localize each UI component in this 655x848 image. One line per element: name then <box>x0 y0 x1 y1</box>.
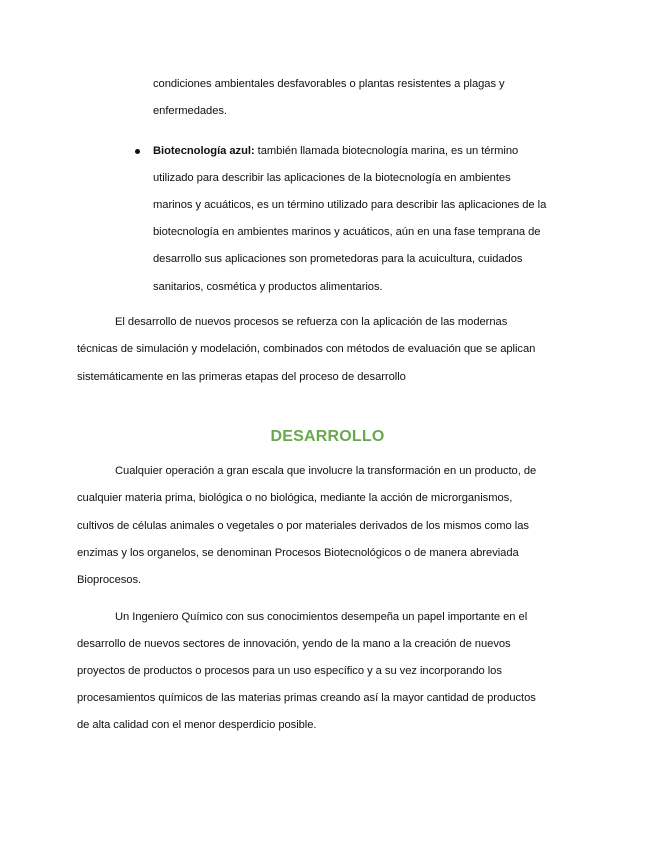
bullet-blue-line-3: marinos y acuáticos, es un término utilizado para describir las aplicaciones de la <box>153 199 547 211</box>
paragraph-1-line-1: El desarrollo de nuevos procesos se refuerza con la aplicación de las modernas <box>115 316 508 328</box>
paragraph-3-line-1: Un Ingeniero Químico con sus conocimientos desempeña un papel importante en el <box>115 611 528 623</box>
paragraph-2-line-5: Bioprocesos. <box>77 574 142 586</box>
paragraph-2-line-1: Cualquier operación a gran escala que involucre la transformación en un producto, de <box>115 465 537 477</box>
paragraph-3-line-5: de alta calidad con el menor desperdicio posible. <box>77 719 317 731</box>
bullet-blue-line-4: biotecnología en ambientes marinos y acuáticos, aún en una fase temprana de <box>153 226 541 238</box>
bullet-blue-line-6: sanitarios, cosmética y productos alimentarios. <box>153 281 383 293</box>
bullet-blue-line-5: desarrollo sus aplicaciones son prometedoras para la acuicultura, cuidados <box>153 253 523 265</box>
paragraph-3-line-3: proyectos de productos o procesos para un uso específico y a su vez incorporando los <box>77 665 502 677</box>
bullet-blue-term: Biotecnología azul: <box>153 145 255 157</box>
paragraph-1-line-2: técnicas de simulación y modelación, combinados con métodos de evaluación que se aplican <box>77 343 536 355</box>
paragraph-2-line-4: enzimas y los organelos, se denominan Procesos Biotecnológicos o de manera abreviada <box>77 547 519 559</box>
paragraph-2-line-3: cultivos de células animales o vegetales o por materiales derivados de los mismos como las <box>77 520 529 532</box>
bullet-continuation-line-1: condiciones ambientales desfavorables o plantas resistentes a plagas y <box>153 78 505 90</box>
bullet-blue-first-line-rest: también llamada biotecnología marina, es un término <box>254 145 519 157</box>
bullet-blue-line-2: utilizado para describir las aplicaciones de la biotecnología en ambientes <box>153 172 511 184</box>
bullet-blue-first-line <box>153 144 518 158</box>
paragraph-3-line-4: procesamientos químicos de las materias primas creando así la mayor cantidad de productos <box>77 692 536 704</box>
bullet-continuation-line-2: enfermedades. <box>153 105 227 117</box>
paragraph-1-line-3: sistemáticamente en las primeras etapas del proceso de desarrollo <box>77 371 406 383</box>
section-heading: DESARROLLO <box>270 428 385 445</box>
paragraph-2-line-2: cualquier materia prima, biológica o no biológica, mediante la acción de microrganismos, <box>77 492 513 504</box>
bullet-marker <box>135 149 140 154</box>
paragraph-3-line-2: desarrollo de nuevos sectores de innovación, yendo de la mano a la creación de nuevos <box>77 638 511 650</box>
